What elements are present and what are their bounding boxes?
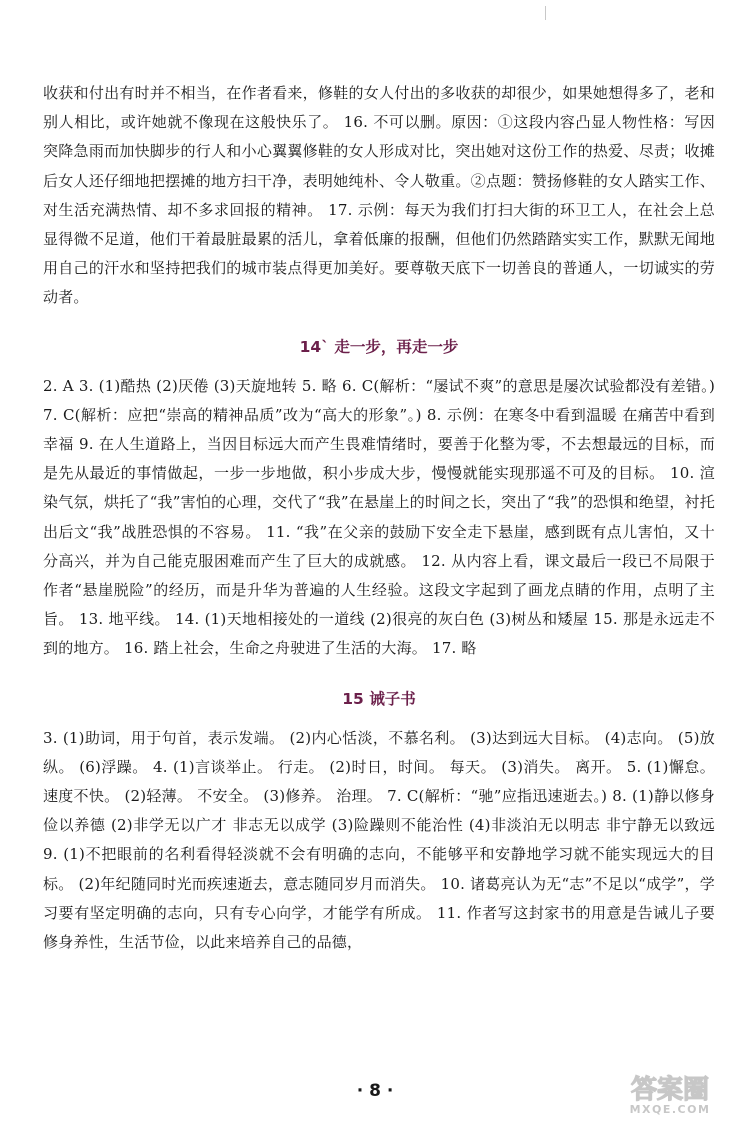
section-heading-15: 15 诫子书 bbox=[342, 689, 416, 708]
watermark-label: 答案圈 bbox=[630, 1075, 710, 1105]
answer-paragraph-14: 2. A 3. (1)酷热 (2)厌倦 (3)天旋地转 5. 略 6. C(解析：“屡试不爽”的意思是屡次试验都没有差错。) 7. C(解析：应把“崇高的精神品质”改为“高大的形象”。) 8. 示例：在寒冬中看到温暖 在痛苦中看到幸福 9. 在人生道路上，当因目标远大而产生畏难情绪时，要善于化整为零，不去想最远的目标，而是先从最近的事情做起，一步一步地做，积小步成大步，慢慢就能实现那遥不可及的目标。 10. 渲染气氛，烘托了“我”害怕的心理，交代了“我”在悬崖上的时间之长，突出了“我”的恐惧和绝望，衬托出后文“我”战胜恐惧的不容易。 11. “我”在父亲的鼓励下安全走下悬崖，感到既有点儿害怕，又十分高兴，并为自己能克服困难而产生了巨大的成就感。 12. 从内容上看，课文最后一段已不局限于作者“悬崖脱险”的经历，而是升华为普遍的人生经验。这段文字起到了画龙点睛的作用，点明了主旨。 13. 地平线。 14. (1)天地相接处的一道线 (2)很亮的灰白色 (3)树丛和矮屋 15. 那是永远走不到的地方。 16. 踏上社会，生命之舟驶进了生活的大海。 17. 略 bbox=[43, 376, 715, 658]
page-number: · 8 · bbox=[356, 1081, 394, 1101]
scan-mark bbox=[545, 6, 546, 20]
watermark-logo bbox=[604, 1072, 736, 1116]
answer-paragraph-prev: 收获和付出有时并不相当，在作者看来，修鞋的女人付出的多收获的却很少，如果她想得多了，老和别人相比，或许她就不像现在这般快乐了。 16. 不可以删。原因：①这段内容凸显人物性格：写因突降急雨而加快脚步的行人和小心翼翼修鞋的女人形成对比，突出她对这份工作的热爱、尽责；收摊后女人还仔细地把摆摊的地方扫干净，表明她纯朴、令人敬重。②点题：赞扬修鞋的女人踏实工作、对生活充满热情、却不多求回报的精神。 17. 示例：每天为我们打扫大街的环卫工人，在社会上总显得微不足道，他们干着最脏最累的活儿，拿着低廉的报酬，但他们仍然踏踏实实工作，默默无闻地用自己的汗水和坚持把我们的城市装点得更加美好。要尊敬天底下一切善良的普通人，一切诚实的劳动者。 bbox=[43, 84, 715, 307]
answer-paragraph-15: 3. (1)助词，用于句首，表示发端。 (2)内心恬淡，不慕名利。 (3)达到远大目标。 (4)志向。 (5)放纵。 (6)浮躁。 4. (1)言谈举止。 行走。 (2)时日，时间。 每天。 (3)消失。 离开。 5. (1)懈怠。 速度不快。 (2)轻薄。 不安全。 (3)修养。 治理。 7. C(解析：“驰”应指迅速逝去。) 8. (1)静以修身 俭以养德 (2)非学无以广才 非志无以成学 (3)险躁则不能治性 (4)非淡泊无以明志 非宁静无以致远 9. (1)不把眼前的名利看得轻淡就不会有明确的志向，不能够平和安静地学习就不能实现远大的目标。 (2)年纪随同时光而疾速逝去，意志随同岁月而消失。 10. 诸葛亮认为无“志”不足以“成学”，学习要有坚定明确的志向，只有专心向学，才能学有所成。 11. 作者写这封家书的用意是告诫儿子要修身养性，生活节俭，以此来培养自己的品德， bbox=[43, 728, 716, 952]
section-heading-14: 14` 走一步，再走一步 bbox=[299, 337, 459, 356]
watermark-url: MXQE.COM bbox=[629, 1103, 711, 1116]
answer-content bbox=[43, 79, 715, 957]
